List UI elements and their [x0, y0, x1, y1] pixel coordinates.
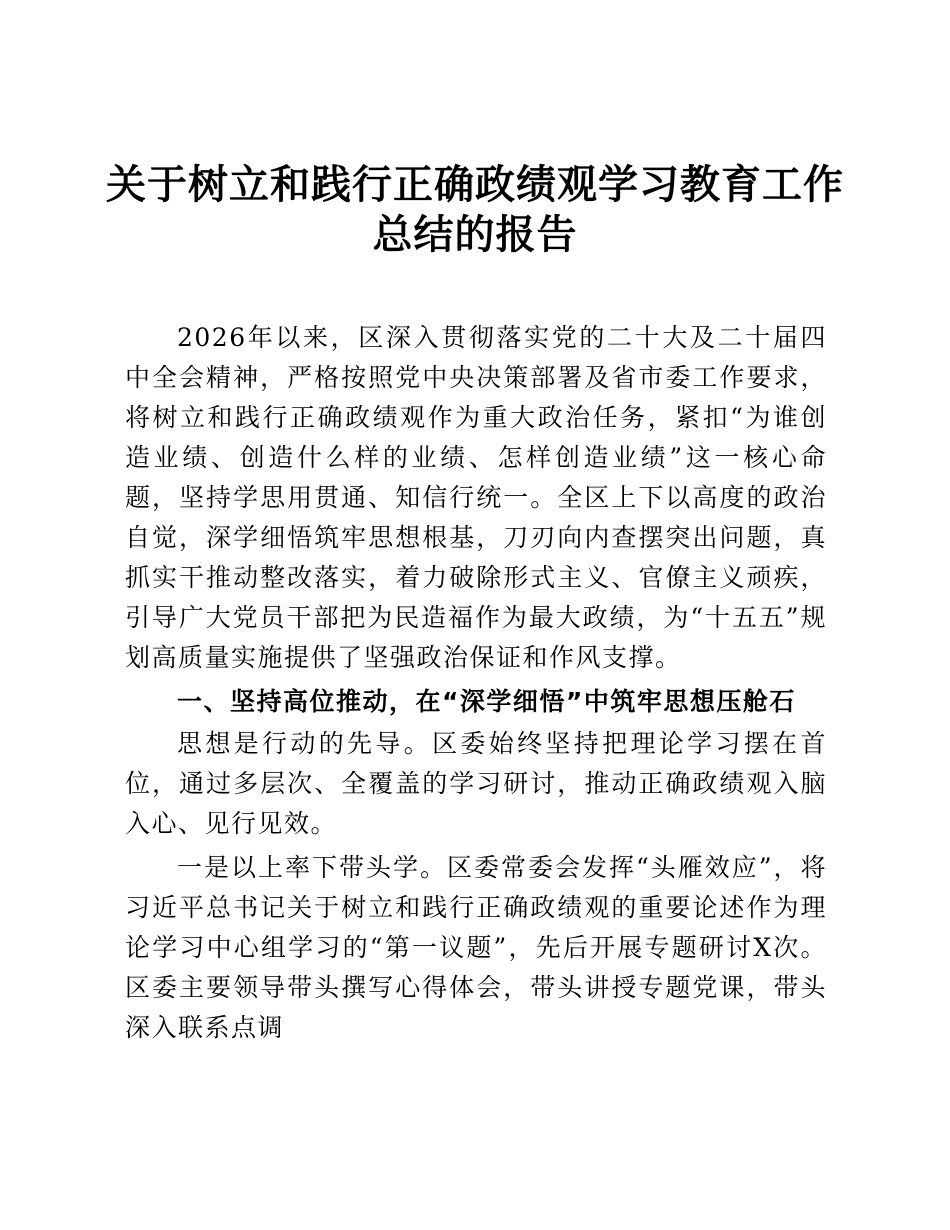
section-heading-1: 一、坚持高位推动，在“深学细悟”中筑牢思想压舱石: [177, 687, 796, 716]
document-title: 关于树立和践行正确政绩观学习教育工作总结的报告: [106, 161, 844, 258]
document-body: [125, 318, 827, 1052]
paragraph-point-1: 一是以上率下带头学。区委常委会发挥“头雁效应”，将习近平总书记关于树立和践行正确政绩观的重要论述作为理论学习中心组学习的“第一议题”，先后开展专题研讨X次。区委主要领导带头撰写心得体会，带头讲授专题党课，带头深入联系点调: [125, 853, 827, 1042]
paragraph-intro: 2026年以来，区深入贯彻落实党的二十大及二十届四中全会精神，严格按照党中央决策部署及省市委工作要求，将树立和践行正确政绩观作为重大政治任务，紧扣“为谁创造业绩、创造什么样的业绩、怎样创造业绩”这一核心命题，坚持学思用贯通、知信行统一。全区上下以高度的政治自觉，深学细悟筑牢思想根基，刀刃向内查摆突出问题，真抓实干推动整改落实，着力破除形式主义、官僚主义顽疾，引导广大党员干部把为民造福作为最大政绩，为“十五五”规划高质量实施提供了坚强政治保证和作风支撑。: [125, 323, 827, 672]
paragraph-section-1-intro: 思想是行动的先导。区委始终坚持把理论学习摆在首位，通过多层次、全覆盖的学习研讨，推动正确政绩观入脑入心、见行见效。: [125, 729, 827, 838]
